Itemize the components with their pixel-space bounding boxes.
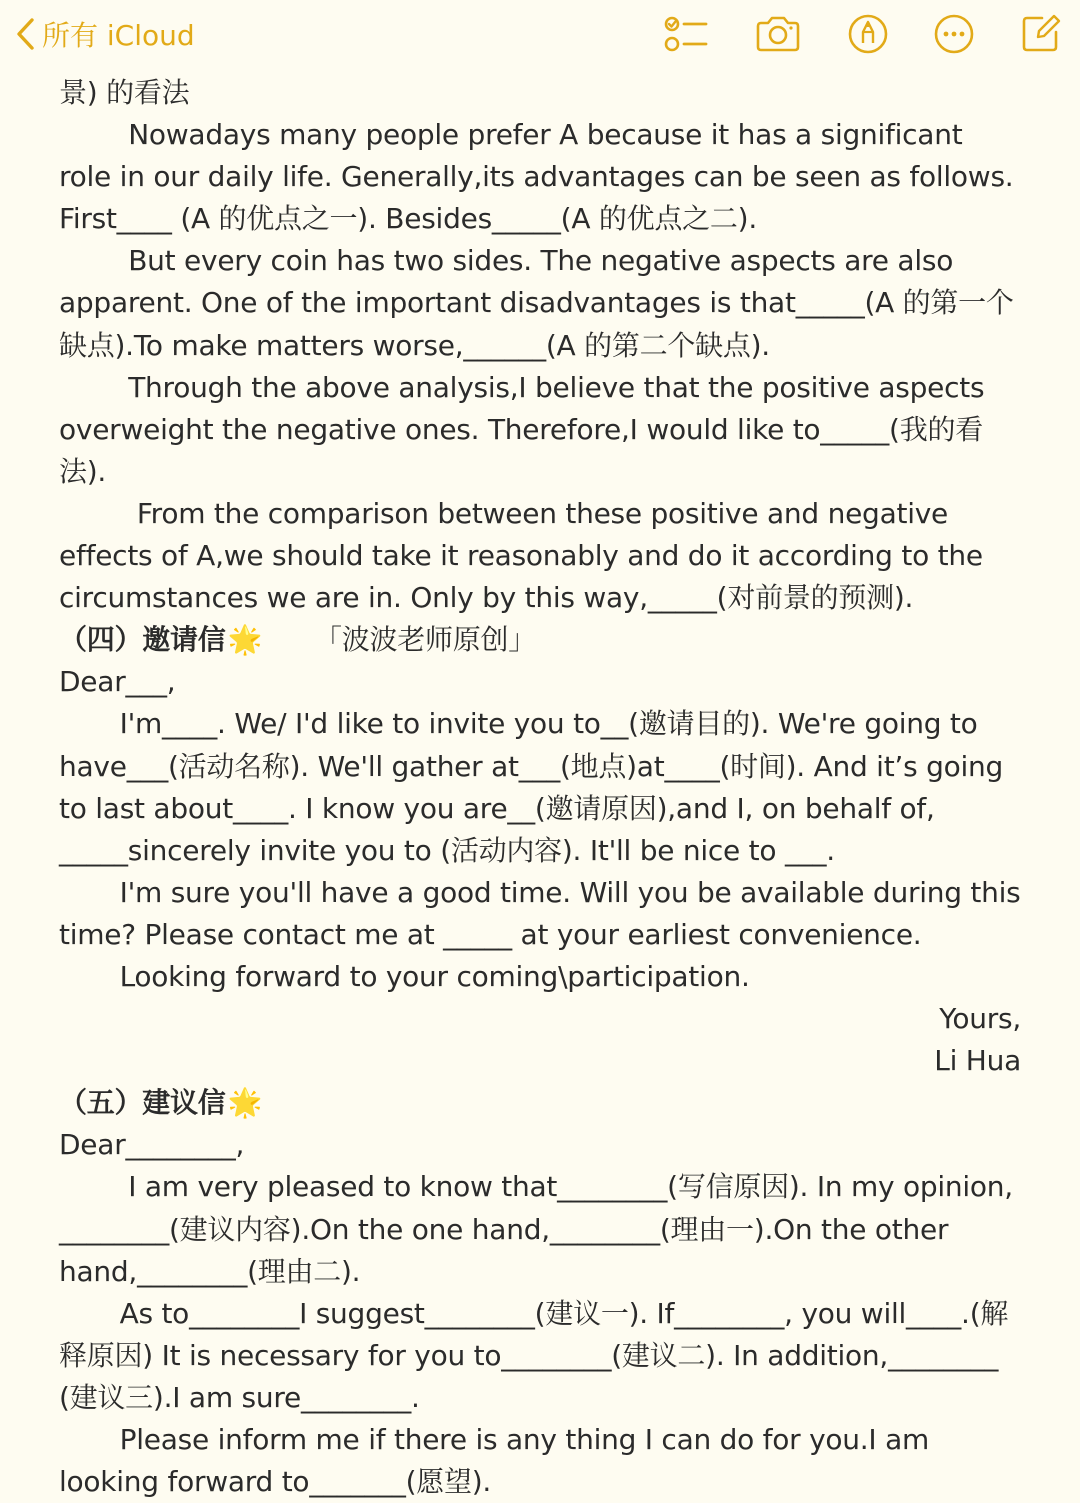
- camera-button[interactable]: [754, 12, 802, 56]
- camera-icon: [754, 14, 802, 54]
- salutation: Dear________,: [59, 1128, 245, 1162]
- note-paragraph: I'm sure you'll have a good time. Will you be available during this time? Please contact me at _____ at your earliest convenience.: [59, 875, 1030, 951]
- note-paragraph: As to________I suggest________(建议一). If________, you will____.(解释原因) It is necessary for you to________(建议二). In addition,________ (建议三).I am sure________.: [59, 1296, 1009, 1414]
- sparkle-star-icon: 🌟: [227, 623, 263, 657]
- note-paragraph: Please inform me if there is any thing I can do for you.I am looking forward to_______(愿望).: [59, 1423, 938, 1499]
- section-title: （五）建议信: [59, 1086, 226, 1120]
- compose-button[interactable]: [1016, 12, 1064, 56]
- markup-button[interactable]: [844, 12, 892, 56]
- note-paragraph: From the comparison between these positive and negative effects of A,we should take it reasonably and do it according to the circumstances we are in. Only by this way,_____(对前景的预测).: [59, 496, 992, 615]
- signature: Li Hua: [934, 1044, 1021, 1078]
- markup-pen-icon: [846, 12, 890, 56]
- note-paragraph: I'm____. We/ I'd like to invite you to__(邀请目的). We're going to have___(活动名称). We'll gather at___(地点)at____(时间). And it’s going to last about____. I know you are__(邀请原因),and I, on behalf of, _____sincerely invite you to (活动内容). It'll be nice to ___.: [59, 707, 1012, 867]
- note-body[interactable]: [59, 72, 1030, 1503]
- note-paragraph: Through the above analysis,I believe that the positive aspects overweight the negative ones. Therefore,I would like to_____(我的看法).: [59, 370, 993, 488]
- section-title: （四）邀请信: [59, 623, 226, 657]
- more-button[interactable]: [930, 12, 978, 56]
- note-paragraph: But every coin has two sides. The negative aspects are also apparent. One of the important disadvantages is that_____(A 的第一个缺点).To make matters worse,______(A 的第二个缺点).: [59, 244, 1014, 362]
- section-heading-invitation: [59, 619, 1021, 661]
- chevron-left-icon: [14, 17, 36, 51]
- note-paragraph: Looking forward to your coming\participation.: [59, 959, 750, 993]
- back-label: 所有 iCloud: [42, 19, 195, 52]
- back-button[interactable]: [14, 12, 195, 56]
- toolbar: [0, 0, 1080, 68]
- checklist-button[interactable]: [662, 12, 710, 56]
- checklist-icon: [664, 14, 708, 54]
- note-paragraph: Nowadays many people prefer A because it has a significant role in our daily life. Generally,its advantages can be seen as follows. First____ (A 的优点之一). Besides_____(A 的优点之二).: [59, 118, 1023, 236]
- note-paragraph: I am very pleased to know that________(写信原因). In my opinion, ________(建议内容).On the one hand,________(理由一).On the other hand,________(理由二).: [59, 1170, 1022, 1288]
- more-icon: [932, 12, 976, 56]
- section-heading-suggestion: [59, 1082, 1021, 1124]
- sparkle-star-icon: 🌟: [227, 1086, 263, 1120]
- compose-icon: [1018, 12, 1062, 56]
- closing: Yours,: [939, 1002, 1021, 1036]
- note-paragraph: 景) 的看法: [59, 76, 190, 109]
- salutation: Dear___,: [59, 665, 176, 699]
- section-credit: 「波波老师原创」: [314, 623, 537, 657]
